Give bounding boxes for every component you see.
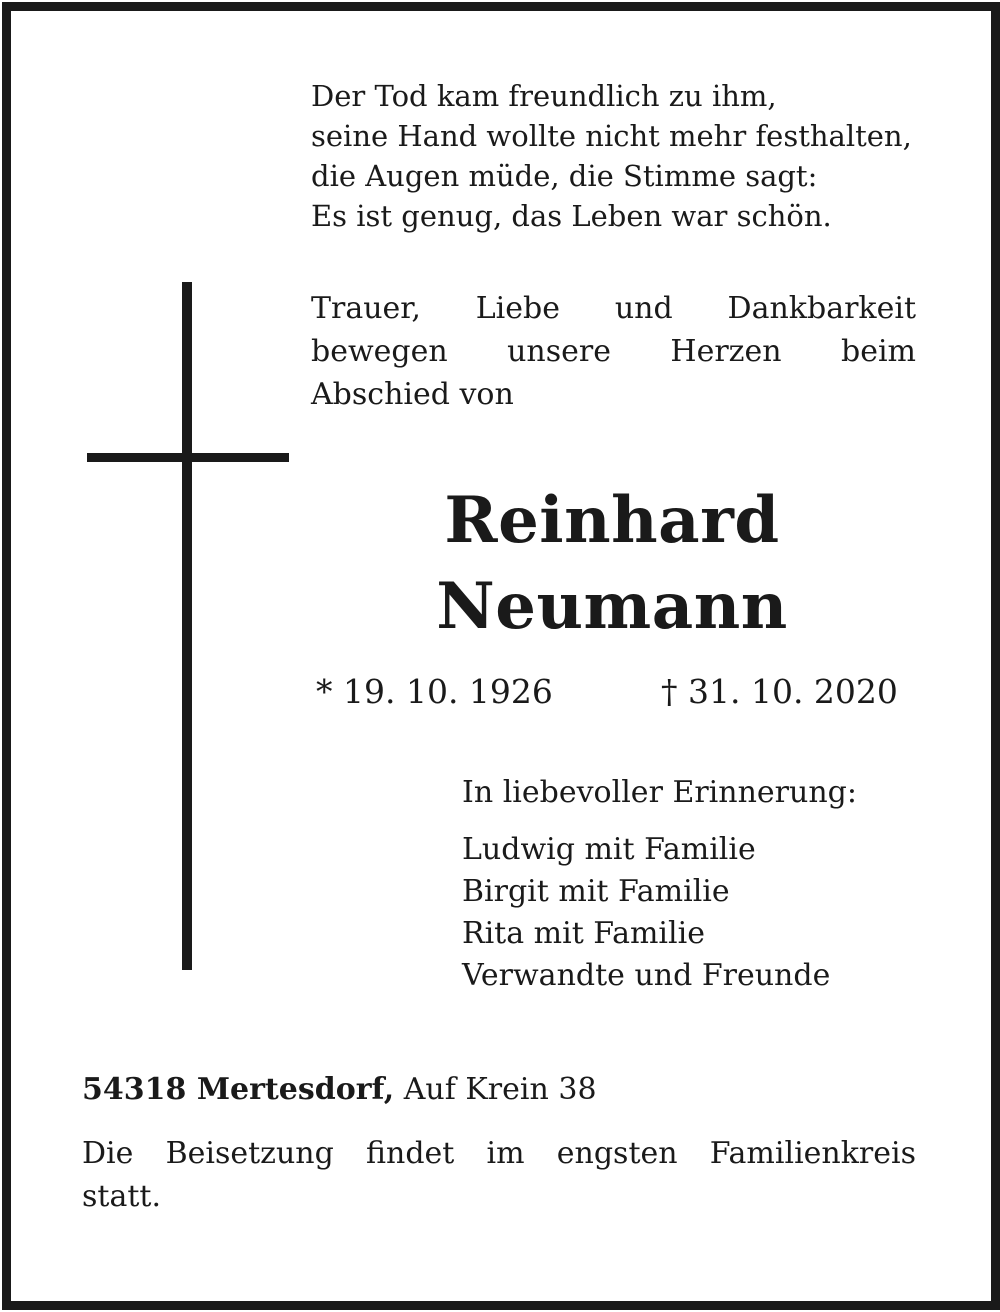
burial-line: statt. (82, 1179, 161, 1214)
address-street: Auf Krein 38 (394, 1072, 597, 1107)
cross-horizontal-beam (87, 453, 289, 462)
deceased-last-name: Neumann (436, 569, 788, 644)
mourner-item: Rita mit Familie (462, 916, 705, 951)
intro-line: Abschied von (311, 377, 514, 412)
intro-line: Trauer, Liebe und Dankbarkeit (311, 291, 916, 326)
address-place: 54318 Mertesdorf, (82, 1072, 395, 1107)
poem (311, 76, 921, 236)
intro-line: bewegen unsere Herzen beim (311, 334, 916, 369)
death-date: † 31. 10. 2020 (661, 672, 898, 711)
poem-line: Es ist genug, das Leben war schön. (311, 199, 832, 233)
burial-line: Die Beisetzung findet im engsten Familienkreis (82, 1136, 916, 1171)
poem-line: Der Tod kam freundlich zu ihm, (311, 79, 777, 113)
mourner-item: Ludwig mit Familie (462, 832, 756, 867)
intro-text (311, 287, 916, 416)
cross-vertical-beam (182, 282, 192, 970)
mourner-item: Birgit mit Familie (462, 874, 730, 909)
address (82, 1068, 597, 1112)
birth-date: * 19. 10. 1926 (316, 672, 553, 711)
poem-line: die Augen müde, die Stimme sagt: (311, 159, 818, 193)
deceased-name (412, 478, 812, 650)
burial-note (82, 1132, 916, 1218)
deceased-first-name: Reinhard (444, 483, 780, 558)
mourner-item: Verwandte und Freunde (462, 958, 831, 993)
mourners-list (462, 829, 830, 997)
memory-heading: In liebevoller Erinnerung: (462, 775, 857, 810)
poem-line: seine Hand wollte nicht mehr festhalten, (311, 119, 912, 153)
